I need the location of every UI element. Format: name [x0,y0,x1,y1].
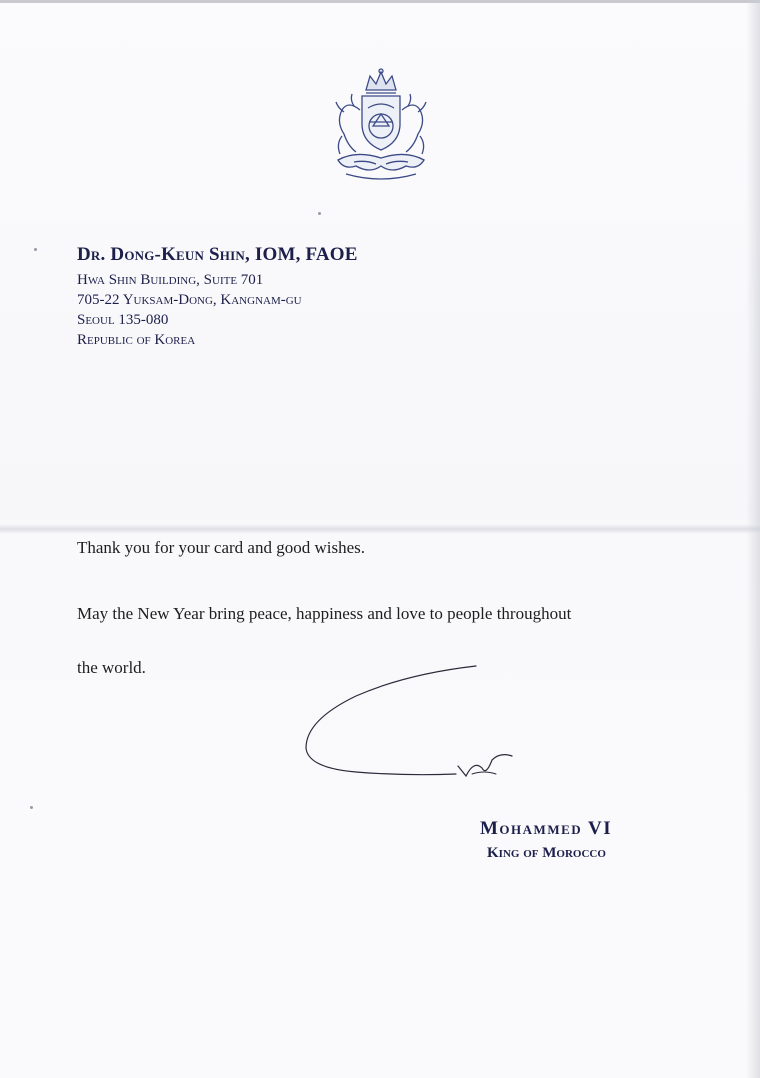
sender-name: Mohammed VI [480,818,613,839]
royal-coat-of-arms-icon [326,66,436,182]
recipient-address-block [77,244,358,350]
paper-top-edge [0,0,760,3]
sender-title: King of Morocco [487,845,606,861]
paper-fold-line [0,524,760,534]
paper-edge-shadow [746,0,760,1078]
letter-paragraph-2-line-2: the world. [77,658,146,677]
recipient-name: Dr. Dong-Keun Shin, IOM, FAOE [77,244,358,265]
address-line-4: Republic of Korea [77,332,196,348]
address-line-2: 705-22 Yuksam-Dong, Kangnam-gu [77,292,302,308]
address-line-3: Seoul 135-080 [77,312,169,328]
address-line-1: Hwa Shin Building, Suite 701 [77,272,264,288]
paper-speck [30,806,33,809]
handwritten-signature [296,656,526,796]
paper-speck [318,212,321,215]
paper-speck [34,248,37,251]
letter-paragraph-2-line-1: May the New Year bring peace, happiness and love to people throughout [77,604,572,623]
letter-paragraph-1: Thank you for your card and good wishes. [77,538,365,557]
